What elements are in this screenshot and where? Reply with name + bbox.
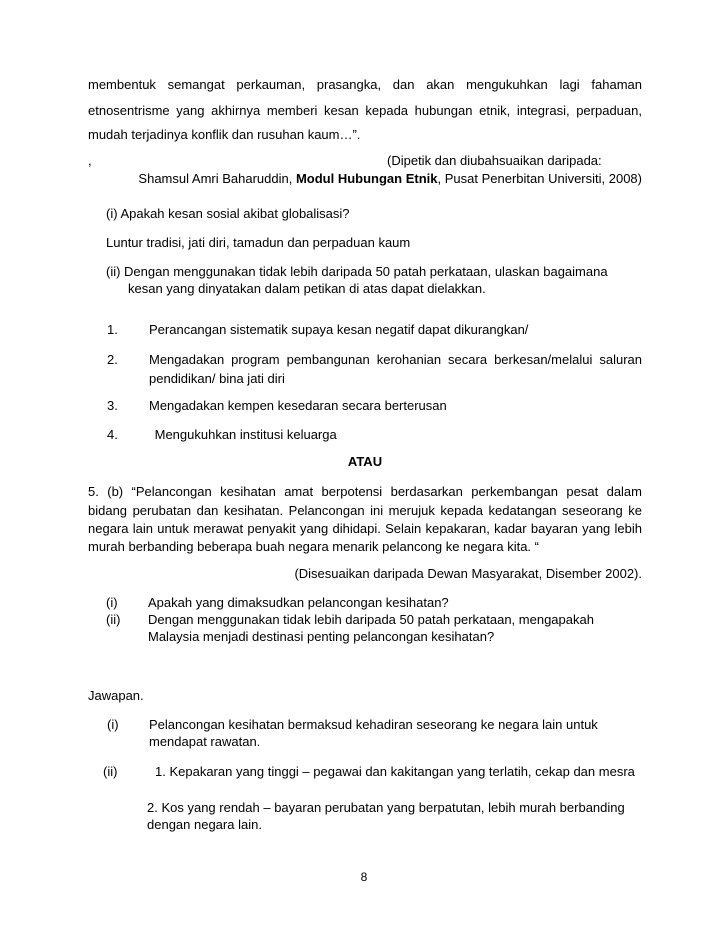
answer2-ii-point1: 1. Kepakaran yang tinggi – pegawai dan kakitangan yang terlatih, cekap dan mesra: [155, 764, 635, 779]
source1-publisher: , Pusat Penerbitan Universiti, 2008): [437, 171, 642, 186]
passage1-line1: membentuk semangat perkauman, prasangka, dan akan mengukuhkan lagi fahaman: [88, 77, 642, 92]
answer-1-text: Perancangan sistematik supaya kesan negatif dapat dikurangkan/: [149, 322, 529, 337]
answer-2-text-line2: pendidikan/ bina jati diri: [149, 371, 285, 386]
q2-ii-line1: Dengan menggunakan tidak lebih daripada 50 patah perkataan, mengapakah: [148, 612, 594, 627]
answer-1-number: 1.: [107, 322, 118, 337]
source1-comma: ,: [88, 153, 92, 168]
answer-3-number: 3.: [107, 398, 118, 413]
answer2-ii-point2-line2: dengan negara lain.: [147, 817, 262, 832]
source1-line1: (Dipetik dan diubahsuaikan daripada:: [387, 153, 602, 168]
answer2-i-line1: Pelancongan kesihatan bermaksud kehadiran seseorang ke negara lain untuk: [149, 717, 598, 732]
q1-ii-line2: kesan yang dinyatakan dalam petikan di atas dapat dielakkan.: [128, 281, 486, 296]
q2-ii-number: (ii): [106, 612, 121, 627]
answer-2-text: Mengadakan program pembangunan kerohanian secara berkesan/melalui saluran: [149, 352, 642, 367]
source1-citation: [100, 169, 642, 188]
page-number: 8: [360, 870, 368, 884]
q1-i-answer: Luntur tradisi, jati diri, tamadun dan perpaduan kaum: [106, 235, 411, 250]
answer-2-number: 2.: [107, 352, 118, 367]
passage2-line3: negara lain untuk merawat penyakit yang dihidapi. Selain kepakaran, kadar bayaran yang lebih: [88, 521, 642, 536]
answer2-ii-number: (ii): [103, 764, 118, 779]
q2-ii-line2: Malaysia menjadi destinasi penting pelancongan kesihatan?: [148, 629, 495, 644]
atau-heading: [88, 452, 642, 471]
q2-i-text: Apakah yang dimaksudkan pelancongan kesihatan?: [148, 595, 449, 610]
passage2-line1: 5. (b) “Pelancongan kesihatan amat berpotensi berdasarkan perkembangan pesat dalam: [88, 484, 642, 499]
passage1-line2: etnosentrisme yang akhirnya memberi kesan kepada hubungan etnik, integrasi, perpaduan,: [88, 103, 642, 118]
jawapan-heading: Jawapan.: [88, 688, 144, 703]
passage1-line3: mudah terjadinya konflik dan rusuhan kaum…”.: [88, 127, 361, 142]
answer2-i-line2: mendapat rawatan.: [149, 734, 261, 749]
source1-book: Modul Hubungan Etnik: [295, 171, 438, 186]
source2: (Disesuaikan daripada Dewan Masyarakat, Disember 2002).: [294, 566, 642, 581]
q2-i-number: (i): [106, 595, 118, 610]
passage2-line4: murah berbanding beberapa buah negara menarik pelancong ke negara kita. “: [88, 539, 539, 554]
atau-text: ATAU: [347, 454, 383, 469]
q1-ii-line1: (ii) Dengan menggunakan tidak lebih daripada 50 patah perkataan, ulaskan bagaimana: [106, 264, 608, 279]
source1-author: Shamsul Amri Baharuddin,: [138, 171, 296, 186]
answer-4-number: 4.: [107, 427, 118, 442]
answer2-i-number: (i): [107, 717, 119, 732]
answer2-ii-point2-line1: 2. Kos yang rendah – bayaran perubatan yang berpatutan, lebih murah berbanding: [147, 800, 625, 815]
q1-i: (i) Apakah kesan sosial akibat globalisasi?: [106, 206, 350, 221]
answer-4-text: Mengukuhkan institusi keluarga: [151, 427, 337, 442]
passage2-line2: bidang perubatan dan kesihatan. Pelancongan ini merujuk kepada kedatangan seseorang ke: [88, 503, 642, 518]
answer-3-text: Mengadakan kempen kesedaran secara berterusan: [149, 398, 447, 413]
